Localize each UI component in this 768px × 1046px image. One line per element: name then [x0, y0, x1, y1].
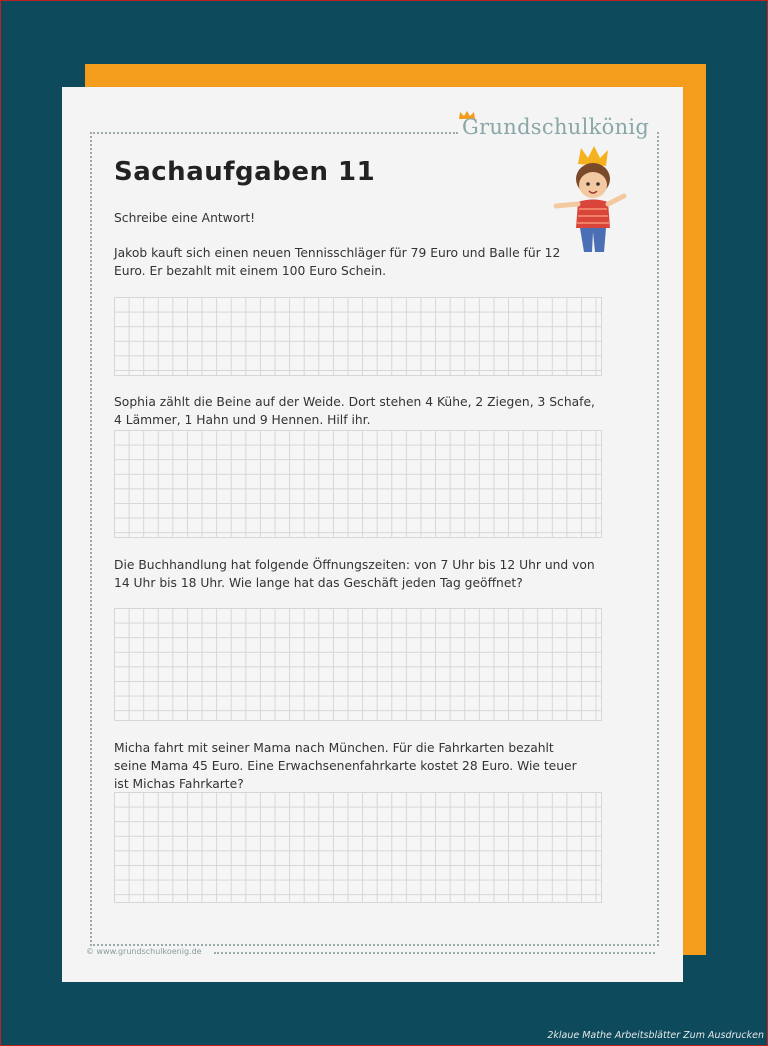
- worksheet-title: Sachaufgaben 11: [114, 157, 376, 187]
- task-4-answer-grid[interactable]: [114, 792, 602, 903]
- task-2-text: Sophia zählt die Beine auf der Weide. Dort stehen 4 Kühe, 2 Ziegen, 3 Schafe, 4 Lämmer, 1 Hahn und 9 Hennen. Hilf ihr.: [114, 395, 595, 427]
- footer-copyright: © www.grundschulkoenig.de: [86, 947, 202, 956]
- task-4-text: Micha fahrt mit seiner Mama nach München. Für die Fahrkarten bezahlt seine Mama 45 Euro. Eine Erwachsenenfahrkarte kostet 28 Euro. Wie teuer ist Michas Fahrkarte?: [114, 741, 577, 791]
- brand-logo: Grundschulkönig: [462, 115, 650, 139]
- footer-dotted-line: [214, 952, 655, 954]
- boy-with-crown-illustration: [548, 142, 628, 257]
- task-3-answer-grid[interactable]: [114, 608, 602, 721]
- watermark-caption: 2klaue Mathe Arbeitsblätter Zum Ausdrucken: [547, 1030, 764, 1041]
- task-3-text: Die Buchhandlung hat folgende Öffnungszeiten: von 7 Uhr bis 12 Uhr und von 14 Uhr bis 18 Uhr. Wie lange hat das Geschäft jeden Tag geöffnet?: [114, 558, 595, 590]
- task-2-answer-grid[interactable]: [114, 430, 602, 538]
- task-1-answer-grid[interactable]: [114, 297, 602, 376]
- instruction-text: Schreibe eine Antwort!: [114, 211, 256, 225]
- task-1-text: Jakob kauft sich einen neuen Tennisschläger für 79 Euro und Balle für 12 Euro. Er bezahlt mit einem 100 Euro Schein.: [114, 246, 561, 278]
